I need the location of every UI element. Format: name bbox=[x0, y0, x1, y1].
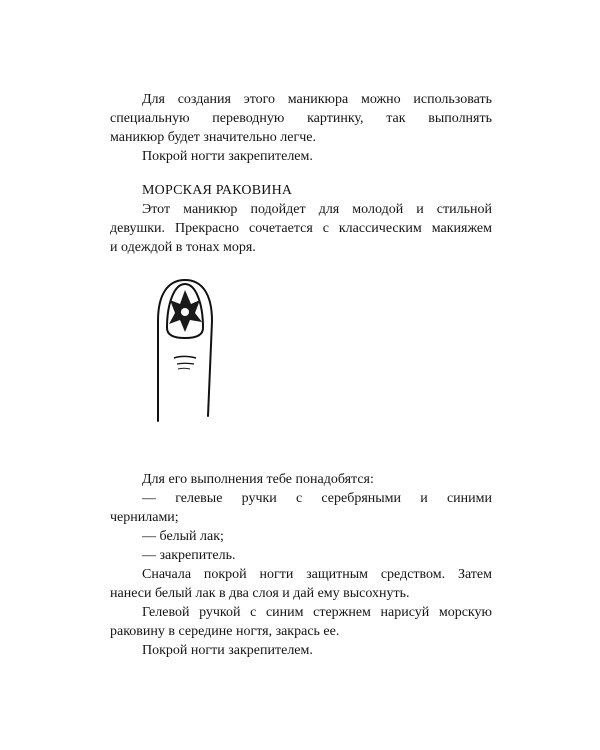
text-line: Покрой ногти закрепителем. bbox=[142, 149, 313, 164]
text-line: Для создания этого маникюра можно использовать bbox=[142, 92, 492, 107]
text-line: специальную переводную картинку, так выполнять bbox=[110, 111, 492, 126]
text-line: Гелевой ручкой с синим стержнем нарисуй морскую bbox=[142, 605, 492, 620]
section-heading bbox=[110, 181, 492, 200]
text-line: маникюр будет значительно легче. bbox=[110, 130, 316, 145]
paragraph-intro bbox=[110, 90, 492, 166]
instructions bbox=[110, 565, 492, 660]
list-item: — белый лак; bbox=[142, 529, 224, 544]
list-item: — закрепитель. bbox=[142, 548, 236, 563]
text-line: девушки. Прекрасно сочетается с классическим макияжем bbox=[110, 221, 492, 236]
list-item: чернилами; bbox=[110, 510, 179, 525]
text-line: нанеси белый лак в два слоя и дай ему высохнуть. bbox=[110, 586, 410, 601]
text-line: и одеждой в тонах моря. bbox=[110, 240, 256, 255]
finger-with-seashell-nail-icon bbox=[150, 276, 220, 426]
text-line: Сначала покрой ногти защитным средством. Затем bbox=[142, 567, 492, 582]
list-item: — гелевые ручки с серебряными и синими bbox=[142, 491, 492, 506]
text-line: Этот маникюр подойдет для молодой и стильной bbox=[142, 202, 492, 217]
text-line: Покрой ногти закрепителем. bbox=[142, 643, 313, 658]
supplies-list bbox=[110, 470, 492, 565]
paragraph-description bbox=[110, 200, 492, 257]
list-title: Для его выполнения тебе понадобятся: bbox=[142, 472, 374, 487]
text-line: раковину в середине ногтя, закрась ее. bbox=[110, 624, 340, 639]
heading-text: МОРСКАЯ РАКОВИНА bbox=[142, 183, 293, 198]
